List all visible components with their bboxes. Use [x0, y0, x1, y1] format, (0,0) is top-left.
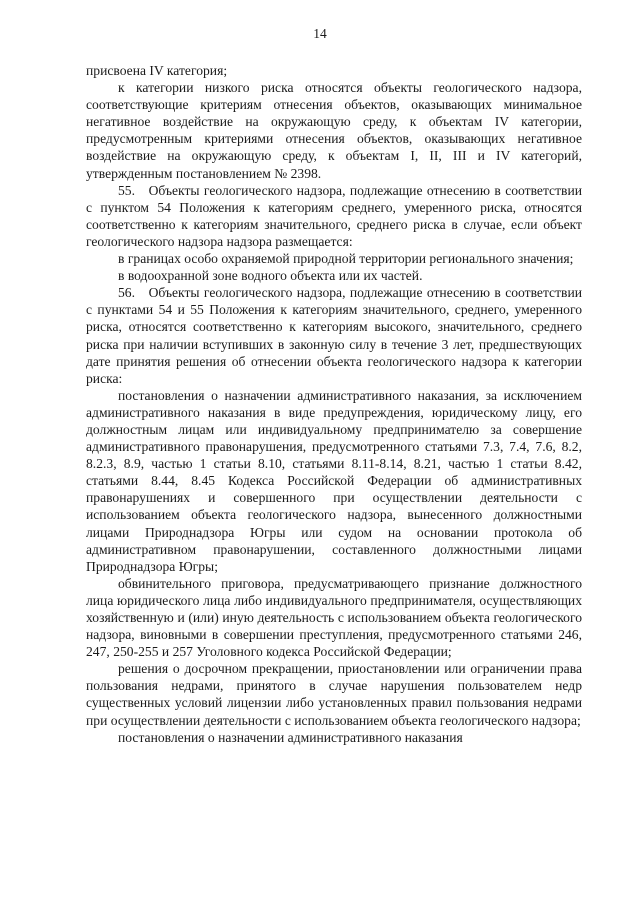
page-number: 14 — [313, 26, 327, 41]
paragraph: обвинительного приговора, предусматривающего признание должностного лица юридического лица либо индивидуального предпринимателя, осуществляющих хозяйственную и (или) иную деятельность с использованием объекта геологического надзора, виновными в совершении преступления, предусмотренного статьями 246, 247, 250-255 и 257 Уголовного кодекса Российской Федерации; — [86, 575, 582, 660]
paragraph: постановления о назначении административного наказания — [118, 729, 463, 745]
paragraph: 56. Объекты геологического надзора, подлежащие отнесению в соответствии с пунктами 54 и 55 Положения к категориям значительного, среднего, умеренного риска, относятся соответственно к категориям высокого, значительного, среднего риска при наличии вступивших в законную силу в течение 3 лет, предшествующих дате принятия решения об отнесении объекта геологического надзора к категории риска: — [86, 285, 582, 386]
paragraph: в водоохранной зоне водного объекта или их частей. — [118, 268, 423, 284]
paragraph: в границах особо охраняемой природной территории регионального значения; — [118, 251, 574, 267]
paragraph: решения о досрочном прекращении, приостановлении или ограничении права пользования недрами, принятого в случае нарушения пользователем недр существенных условий лицензии либо установленных правил пользования недрами при осуществлении деятельности с использованием объекта геологического надзора; — [86, 661, 582, 728]
paragraph: 55. Объекты геологического надзора, подлежащие отнесению в соответствии с пунктом 54 Положения к категориям среднего, умеренного риска, относятся соответственно к категориям значительного, среднего риска в случае, если объект геологического надзора надзора размещается: — [86, 182, 582, 249]
paragraph: постановления о назначении административного наказания, за исключением административного наказания в виде предупреждения, юридическому лицу, его должностным лицам или индивидуальному предпринимателю за совершение административного правонарушения, предусмотренного статьями 7.3, 7.4, 7.6, 8.2, 8.2.3, 8.9, частью 1 статьи 8.10, статьями 8.11-8.14, 8.21, частью 1 статьи 8.42, статьями 8.44, 8.45 Кодекса Российской Федерации об административных правонарушениях и совершенного при осуществлении деятельности с использованием объекта геологического надзора, вынесенного должностными лицами Природнадзора Югры или судом на основании протокола об административном правонарушении, составленного должностными лицами Природнадзора Югры; — [86, 387, 582, 574]
document-body — [86, 62, 582, 746]
paragraph: присвоена IV категория; — [86, 63, 228, 78]
paragraph: к категории низкого риска относятся объекты геологического надзора, соответствующие критериям отнесения объектов, оказывающих минимальное негативное воздействие на окружающую среду, к объектам IV категории, предусмотренным критериями отнесения объектов, оказывающих негативное воздействие на окружающую среду, к объектам I, II, III и IV категорий, утвержденным постановлением № 2398. — [86, 80, 582, 181]
